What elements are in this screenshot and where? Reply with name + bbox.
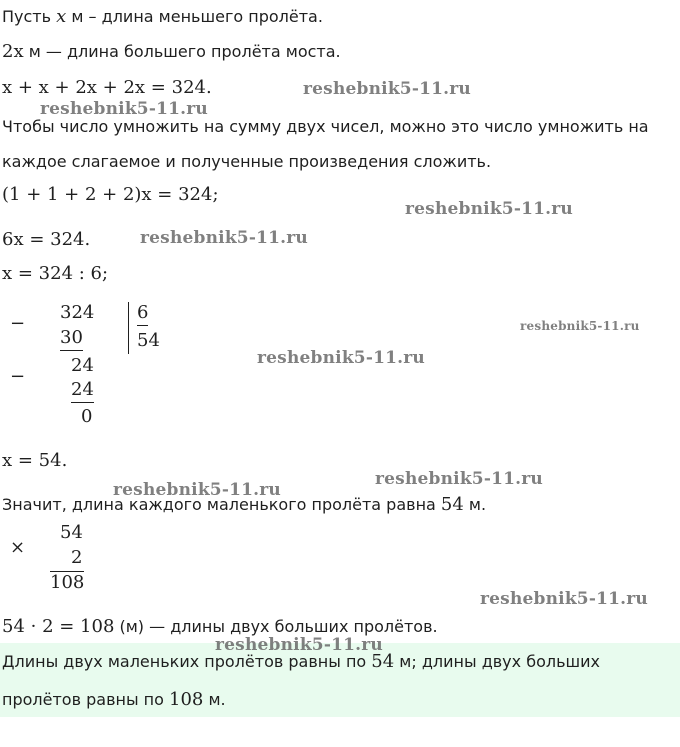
equation-2: (1 + 1 + 2 + 2)x = 324; [2,184,219,205]
text-line-1 [2,5,323,29]
watermark: reshebnik5-11.ru [520,319,640,333]
text-fragment: Длины двух маленьких пролётов равны по [2,652,372,671]
text-line-4: Чтобы число умножить на сумму двух чисел, можно это число умножить на [2,117,649,136]
watermark: reshebnik5-11.ru [40,99,208,119]
text-fragment: м. [203,690,226,709]
dividend: 324 [60,302,95,323]
watermark: reshebnik5-11.ru [257,348,425,368]
text-fragment: пролётов равны по [2,690,170,709]
remainder-2: 0 [81,406,93,427]
text-fragment: м; длины двух больших [394,652,601,671]
math-number: 54 [371,651,395,672]
minus-sign: − [10,313,26,334]
watermark: reshebnik5-11.ru [140,228,308,248]
text-fragment: м. [463,495,487,514]
text-line-5: каждое слагаемое и полученные произведения сложить. [2,152,492,171]
math-variable: x [56,6,67,27]
text-fragment: (м) — длины двух больших пролётов. [114,617,438,636]
watermark: reshebnik5-11.ru [303,79,471,99]
math-number: 54 [440,494,464,515]
divisor: 6 [137,302,148,326]
division-vertical-bar [128,302,129,354]
multiplicand: 54 [60,522,83,543]
equation-5: x = 54. [2,450,68,471]
equation-1: x + x + 2x + 2x = 324. [2,77,212,98]
watermark: reshebnik5-11.ru [113,480,281,500]
remainder-1: 24 [71,355,94,376]
subtrahend-2: 24 [71,379,94,403]
minus-sign: − [10,366,26,387]
math-expression: 54 · 2 = 108 [2,616,115,637]
watermark: reshebnik5-11.ru [375,469,543,489]
math-number: 108 [169,689,204,710]
text-fragment: м — длина большего пролёта моста. [23,42,341,61]
text-fragment: м – длина меньшего пролёта. [66,7,323,26]
watermark: reshebnik5-11.ru [215,635,383,655]
watermark: reshebnik5-11.ru [480,589,648,609]
text-fragment: Значит, длина каждого маленького пролёта равна [2,495,441,514]
answer-line-2 [2,688,226,712]
text-line-2 [2,40,341,64]
equation-3: 6x = 324. [2,229,91,250]
quotient: 54 [137,330,160,351]
multiply-sign: × [10,537,26,558]
math-expression: 2x [2,41,24,62]
multiplier: 2 [71,547,83,568]
subtrahend-1: 30 [60,327,83,351]
watermark: reshebnik5-11.ru [405,199,573,219]
equation-4: x = 324 : 6; [2,263,109,284]
text-fragment: Пусть [2,7,57,26]
product: 108 [50,572,85,593]
